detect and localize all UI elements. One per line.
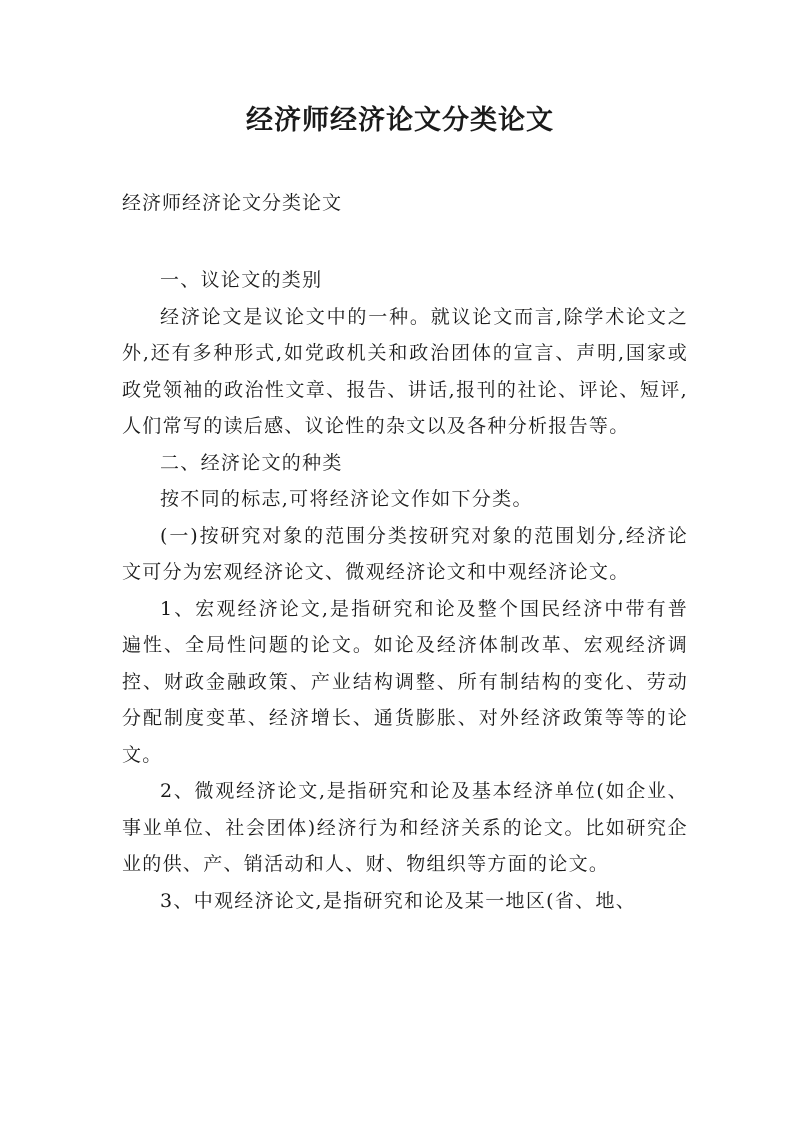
- section-heading: 一、议论文的类别: [160, 269, 323, 291]
- body-paragraph: 1、宏观经济论文,是指研究和论及整个国民经济中带有普遍性、全局性问题的论文。如论及经济体制改革、宏观经济调控、财政金融政策、产业结构调整、所有制结构的变化、劳动分配制度变革、经济增长、通货膨胀、对外经济政策等等的论文。: [122, 597, 688, 766]
- body-paragraph: 按不同的标志,可将经济论文作如下分类。: [160, 488, 533, 510]
- document-title: 经济师经济论文分类论文: [246, 105, 554, 136]
- body-paragraph: (一)按研究对象的范围分类按研究对象的范围划分,经济论文可分为宏观经济论文、微观经济论文和中观经济论文。: [122, 524, 688, 583]
- body-paragraph: 3、中观经济论文,是指研究和论及某一地区(省、地、: [160, 889, 637, 912]
- body-paragraph: 经济论文是议论文中的一种。就议论文而言,除学术论文之外,还有多种形式,如党政机关和政治团体的宣言、声明,国家或政党领袖的政治性文章、报告、讲话,报刊的社论、评论、短评,人们常写的读后感、议论性的杂文以及各种分析报告等。: [122, 305, 688, 437]
- body-paragraph: 2、微观经济论文,是指研究和论及基本经济单位(如企业、事业单位、社会团体)经济行为和经济关系的论文。比如研究企业的供、产、销活动和人、财、物组织等方面的论文。: [122, 780, 688, 875]
- document-subtitle: 经济师经济论文分类论文: [122, 192, 343, 214]
- document-body: [122, 262, 688, 919]
- section-heading: 二、经济论文的种类: [160, 451, 343, 474]
